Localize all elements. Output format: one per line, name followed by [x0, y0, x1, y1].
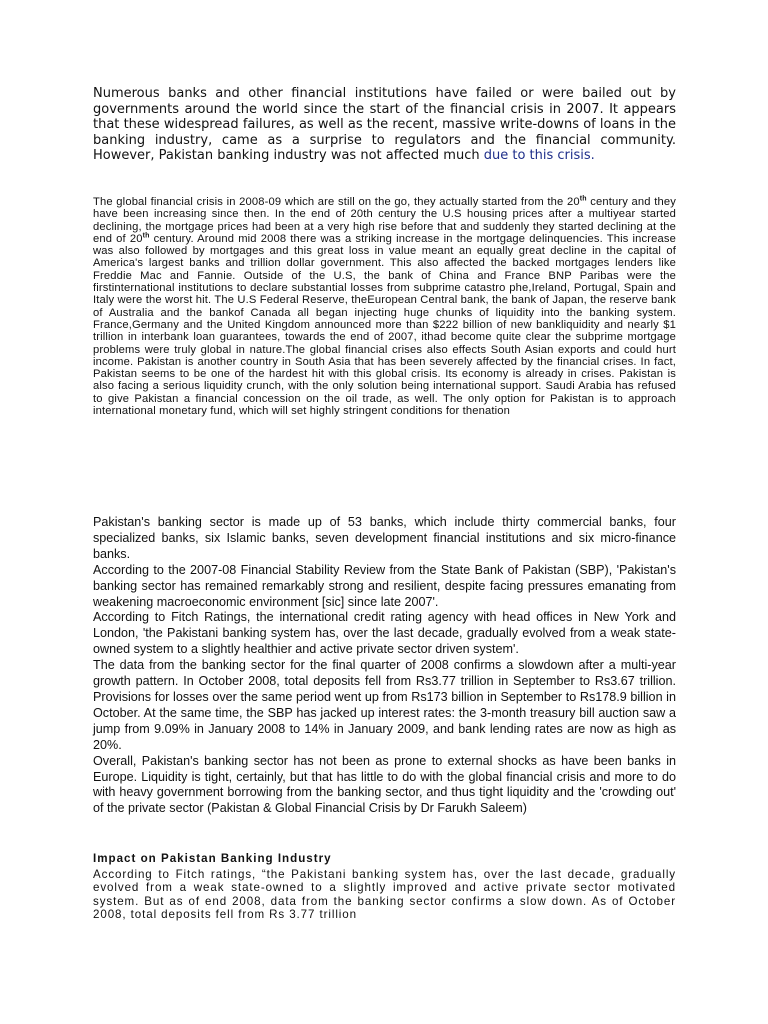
crisis-text-part3: century. Around mid 2008 there was a striking increase in the mortgage delinquencies. This increase was also followed by mortgages and this great loss in value meant an equally great decline in the capital of America's largest banks and trillion dollar government. This also affected the backed mortgages lenders like Freddie Mac and Fannie. Outside of the U.S, the bank of China and France BNP Paribas were the firstinternational institutions to declare substantial losses from subprime catastro phe,Ireland, Portugal, Spain and Italy were the worst hit. The U.S Federal Reserve, theEuropean Central bank, the bank of Japan, the reserve bank of Australia and the bankof Canada all began injecting huge chunks of liquidity into the banking system. France,Germany and the United Kingdom announced more than $222 billion of new bankliquidity and nearly $1 trillion in interbank loan guarantees, towards the end of 2007, ithad become quite clear the subprime mortgage problems were truly global in nature.The global financial crises also effects South Asian exports and could hurt income. Pakistan is another country in South Asia that has been severely affected by the financial crises. In fact, Pakistan seems to be one of the hardest hit with this global crisis. Its economy is already in crises. Pakistan is also facing a serious liquidity crunch, with the only solution being international support. Saudi Arabia has refused to give Pakistan a financial concession on the oil trade, as well. The only option for Pakistan is to approach international monetary fund, which will set highly stringent conditions for thenation	[93, 232, 676, 418]
impact-paragraph: According to Fitch ratings, “the Pakistani banking system has, over the last decade, gradually evolved from a weak state-owned to a slightly improved and active private sector motivated system. But as of end 2008, data from the banking sector confirms a slow down. As of October 2008, total deposits fell from Rs 3.77 trillion	[93, 868, 676, 922]
banking-paragraph-data: The data from the banking sector for the final quarter of 2008 confirms a slowdown after a multi-year growth pattern. In October 2008, total deposits fell from Rs3.77 trillion in September to Rs3.67 trillion. Provisions for losses over the same period went up from Rs173 billion in September to Rs178.9 billion in October. At the same time, the SBP has jacked up interest rates: the 3-month treasury bill auction saw a jump from 9.09% in January 2008 to 14% in January 2009, and bank lending rates are now as high as 20%.	[93, 658, 676, 752]
crisis-text-part2: century and they have been increasing since then. In the end of 20th century the U.S housing prices after a multiyear started declining, the mortgage prices had been at a very high rise before that and suddenly they started declining at the end of 20	[93, 196, 676, 245]
banking-paragraph-sbp: According to the 2007-08 Financial Stability Review from the State Bank of Pakistan (SBP), 'Pakistan's banking sector has remained remarkably strong and resilient, despite facing pressures emanating from weakening macroeconomic environment [sic] since late 2007'.	[93, 562, 676, 609]
banking-section	[93, 515, 676, 817]
crisis-paragraph	[93, 196, 676, 417]
intro-text: Numerous banks and other financial institutions have failed or were bailed out by governments around the world since the start of the financial crisis in 2007. It appears that these widespread failures, as well as the recent, massive write-downs of loans in the banking industry, came as a surprise to regulators and the financial community. However, Pakistan banking industry was not affected much	[93, 86, 676, 164]
intro-paragraph	[93, 86, 676, 164]
banking-paragraph-fitch: According to Fitch Ratings, the international credit rating agency with head offices in New York and London, 'the Pakistani banking system has, over the last decade, gradually evolved from a weak state-owned system to a slightly healthier and active private sector driven system'.	[93, 610, 676, 657]
intro-link-text: due to this crisis.	[483, 148, 595, 164]
impact-heading: Impact on Pakistan Banking Industry	[93, 852, 332, 865]
banking-paragraph-structure: Pakistan's banking sector is made up of 53 banks, which include thirty commercial banks, four specialized banks, six Islamic banks, seven development financial institutions and six micro-finance banks.	[93, 515, 676, 561]
banking-paragraph-overall: Overall, Pakistan's banking sector has not been as prone to external shocks as have been banks in Europe. Liquidity is tight, certainly, but that has little to do with the global financial crisis and more to do with heavy government borrowing from the banking sector, and thus tight liquidity and the 'crowding out' of the private sector (Pakistan & Global Financial Crisis by Dr Farukh Saleem)	[93, 753, 676, 816]
crisis-superscript-1: th	[579, 195, 587, 203]
crisis-superscript-2: th	[142, 232, 150, 240]
crisis-text-part1: The global financial crisis in 2008-09 which are still on the go, they actually started from the 20	[93, 196, 580, 208]
